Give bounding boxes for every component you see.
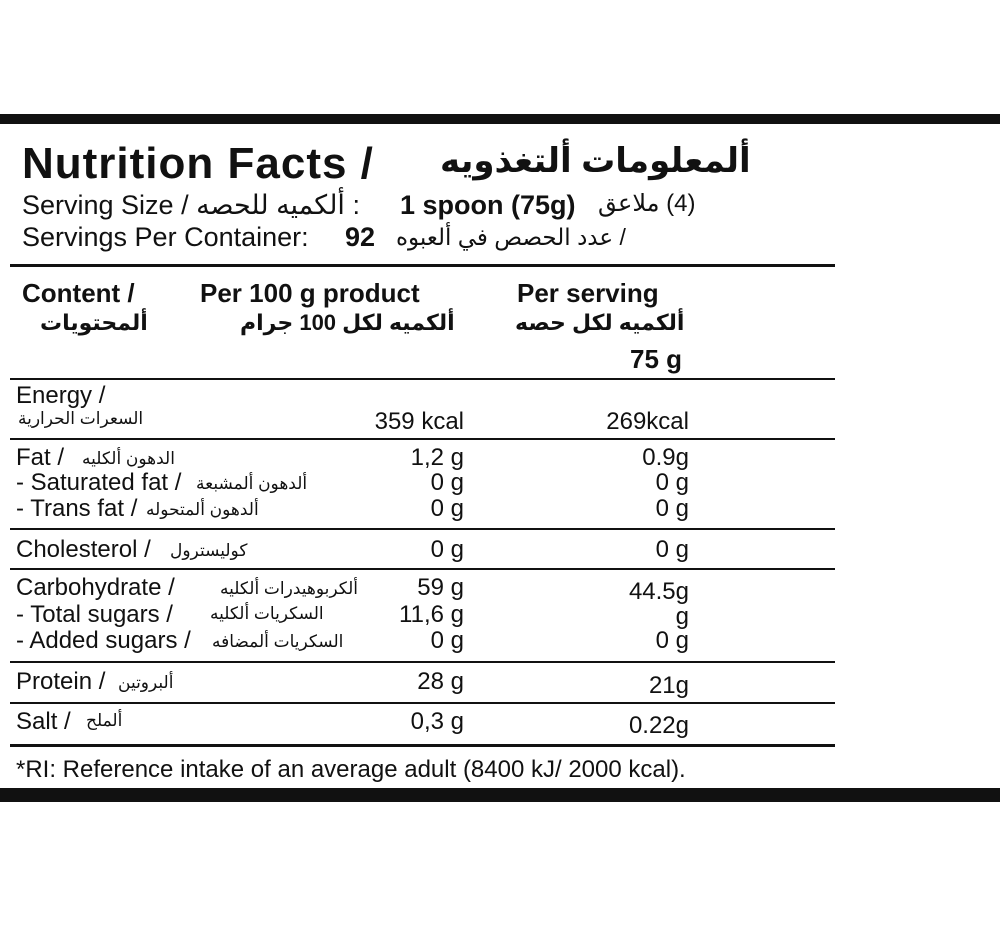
saturated-fat-label-arabic: ألدهون ألمشبعة	[196, 474, 308, 493]
protein-label-arabic: ألبروتين	[118, 673, 174, 692]
carbohydrate-label-arabic: ألكربوهيدرات ألكليه	[220, 579, 359, 598]
salt-per100: 0,3 g	[410, 708, 464, 735]
total-sugars-per100: 11,6 g	[399, 601, 464, 628]
added-sugars-per-serving: 0 g	[655, 627, 689, 654]
energy-label: Energy /	[16, 382, 106, 409]
salt-per-serving: 0.22g	[628, 712, 689, 739]
col-per100-header-arabic: ألكميه لكل 100 جرام	[240, 310, 455, 335]
table-bottom-divider	[10, 744, 835, 747]
energy-label-arabic: السعرات الحرارية	[18, 409, 144, 428]
added-sugars-per100: 0 g	[430, 627, 464, 654]
cholesterol-per100: 0 g	[430, 536, 464, 563]
saturated-fat-per-serving: 0 g	[655, 469, 689, 496]
protein-label: Protein /	[16, 668, 106, 695]
row-divider	[10, 568, 835, 570]
header-divider	[10, 264, 835, 267]
col-serving-header: Per serving	[517, 278, 659, 308]
title-english: Nutrition Facts /	[22, 139, 374, 188]
trans-fat-label-arabic: ألدهون ألمتحوله	[146, 500, 259, 519]
added-sugars-label-arabic: السكريات ألمضافه	[212, 632, 344, 651]
col-serving-amount: 75 g	[630, 344, 683, 374]
row-divider	[10, 528, 835, 530]
total-sugars-per-serving: g	[675, 603, 689, 630]
carbohydrate-per-serving: 44.5g	[628, 578, 689, 605]
col-serving-header-arabic: ألكميه لكل حصه	[515, 310, 685, 335]
cholesterol-label-arabic: كوليسترول	[170, 541, 248, 560]
total-sugars-label-arabic: السكريات ألكليه	[210, 604, 324, 623]
row-divider	[10, 661, 835, 663]
cholesterol-per-serving: 0 g	[655, 536, 689, 563]
servings-per-container-label: Servings Per Container:	[22, 222, 309, 252]
carbohydrate-per100: 59 g	[417, 574, 464, 601]
energy-per100: 359 kcal	[374, 408, 464, 435]
fat-per100: 1,2 g	[410, 444, 464, 471]
cholesterol-label: Cholesterol /	[16, 536, 151, 563]
salt-label-arabic: ألملح	[86, 711, 123, 730]
saturated-fat-label: - Saturated fat /	[16, 469, 182, 496]
fat-per-serving: 0.9g	[642, 444, 689, 471]
row-divider	[10, 378, 835, 380]
servings-per-container-value: 92	[345, 222, 376, 252]
salt-label: Salt /	[16, 708, 71, 735]
col-per100-header: Per 100 g product	[200, 278, 420, 308]
servings-per-container-arabic: / عدد الحصص في ألعبوه	[396, 224, 626, 250]
added-sugars-label: - Added sugars /	[16, 627, 191, 654]
col-content-header-arabic: ألمحتويات	[40, 310, 148, 335]
footnote: *RI: Reference intake of an average adult (8400 kJ/ 2000 kcal).	[16, 756, 686, 783]
top-border	[0, 114, 1000, 124]
serving-size-arabic: (4) ملاعق	[598, 190, 696, 217]
carbohydrate-label: Carbohydrate /	[16, 574, 175, 601]
total-sugars-label: - Total sugars /	[16, 601, 173, 628]
serving-size-label: Serving Size / ألكميه للحصه :	[22, 190, 360, 220]
row-divider	[10, 438, 835, 440]
title-arabic: ألمعلومات ألتغذويه	[440, 142, 751, 180]
protein-per-serving: 21g	[648, 672, 689, 699]
energy-per-serving: 269kcal	[606, 408, 689, 435]
protein-per100: 28 g	[417, 668, 464, 695]
trans-fat-label: - Trans fat /	[16, 495, 138, 522]
trans-fat-per100: 0 g	[430, 495, 464, 522]
col-content-header: Content /	[22, 278, 135, 308]
row-divider	[10, 702, 835, 704]
trans-fat-per-serving: 0 g	[655, 495, 689, 522]
fat-label: Fat /	[16, 444, 65, 471]
bottom-border	[0, 788, 1000, 802]
saturated-fat-per100: 0 g	[430, 469, 464, 496]
fat-label-arabic: الدهون ألكليه	[82, 449, 175, 468]
serving-size-value: 1 spoon (75g)	[400, 190, 576, 220]
